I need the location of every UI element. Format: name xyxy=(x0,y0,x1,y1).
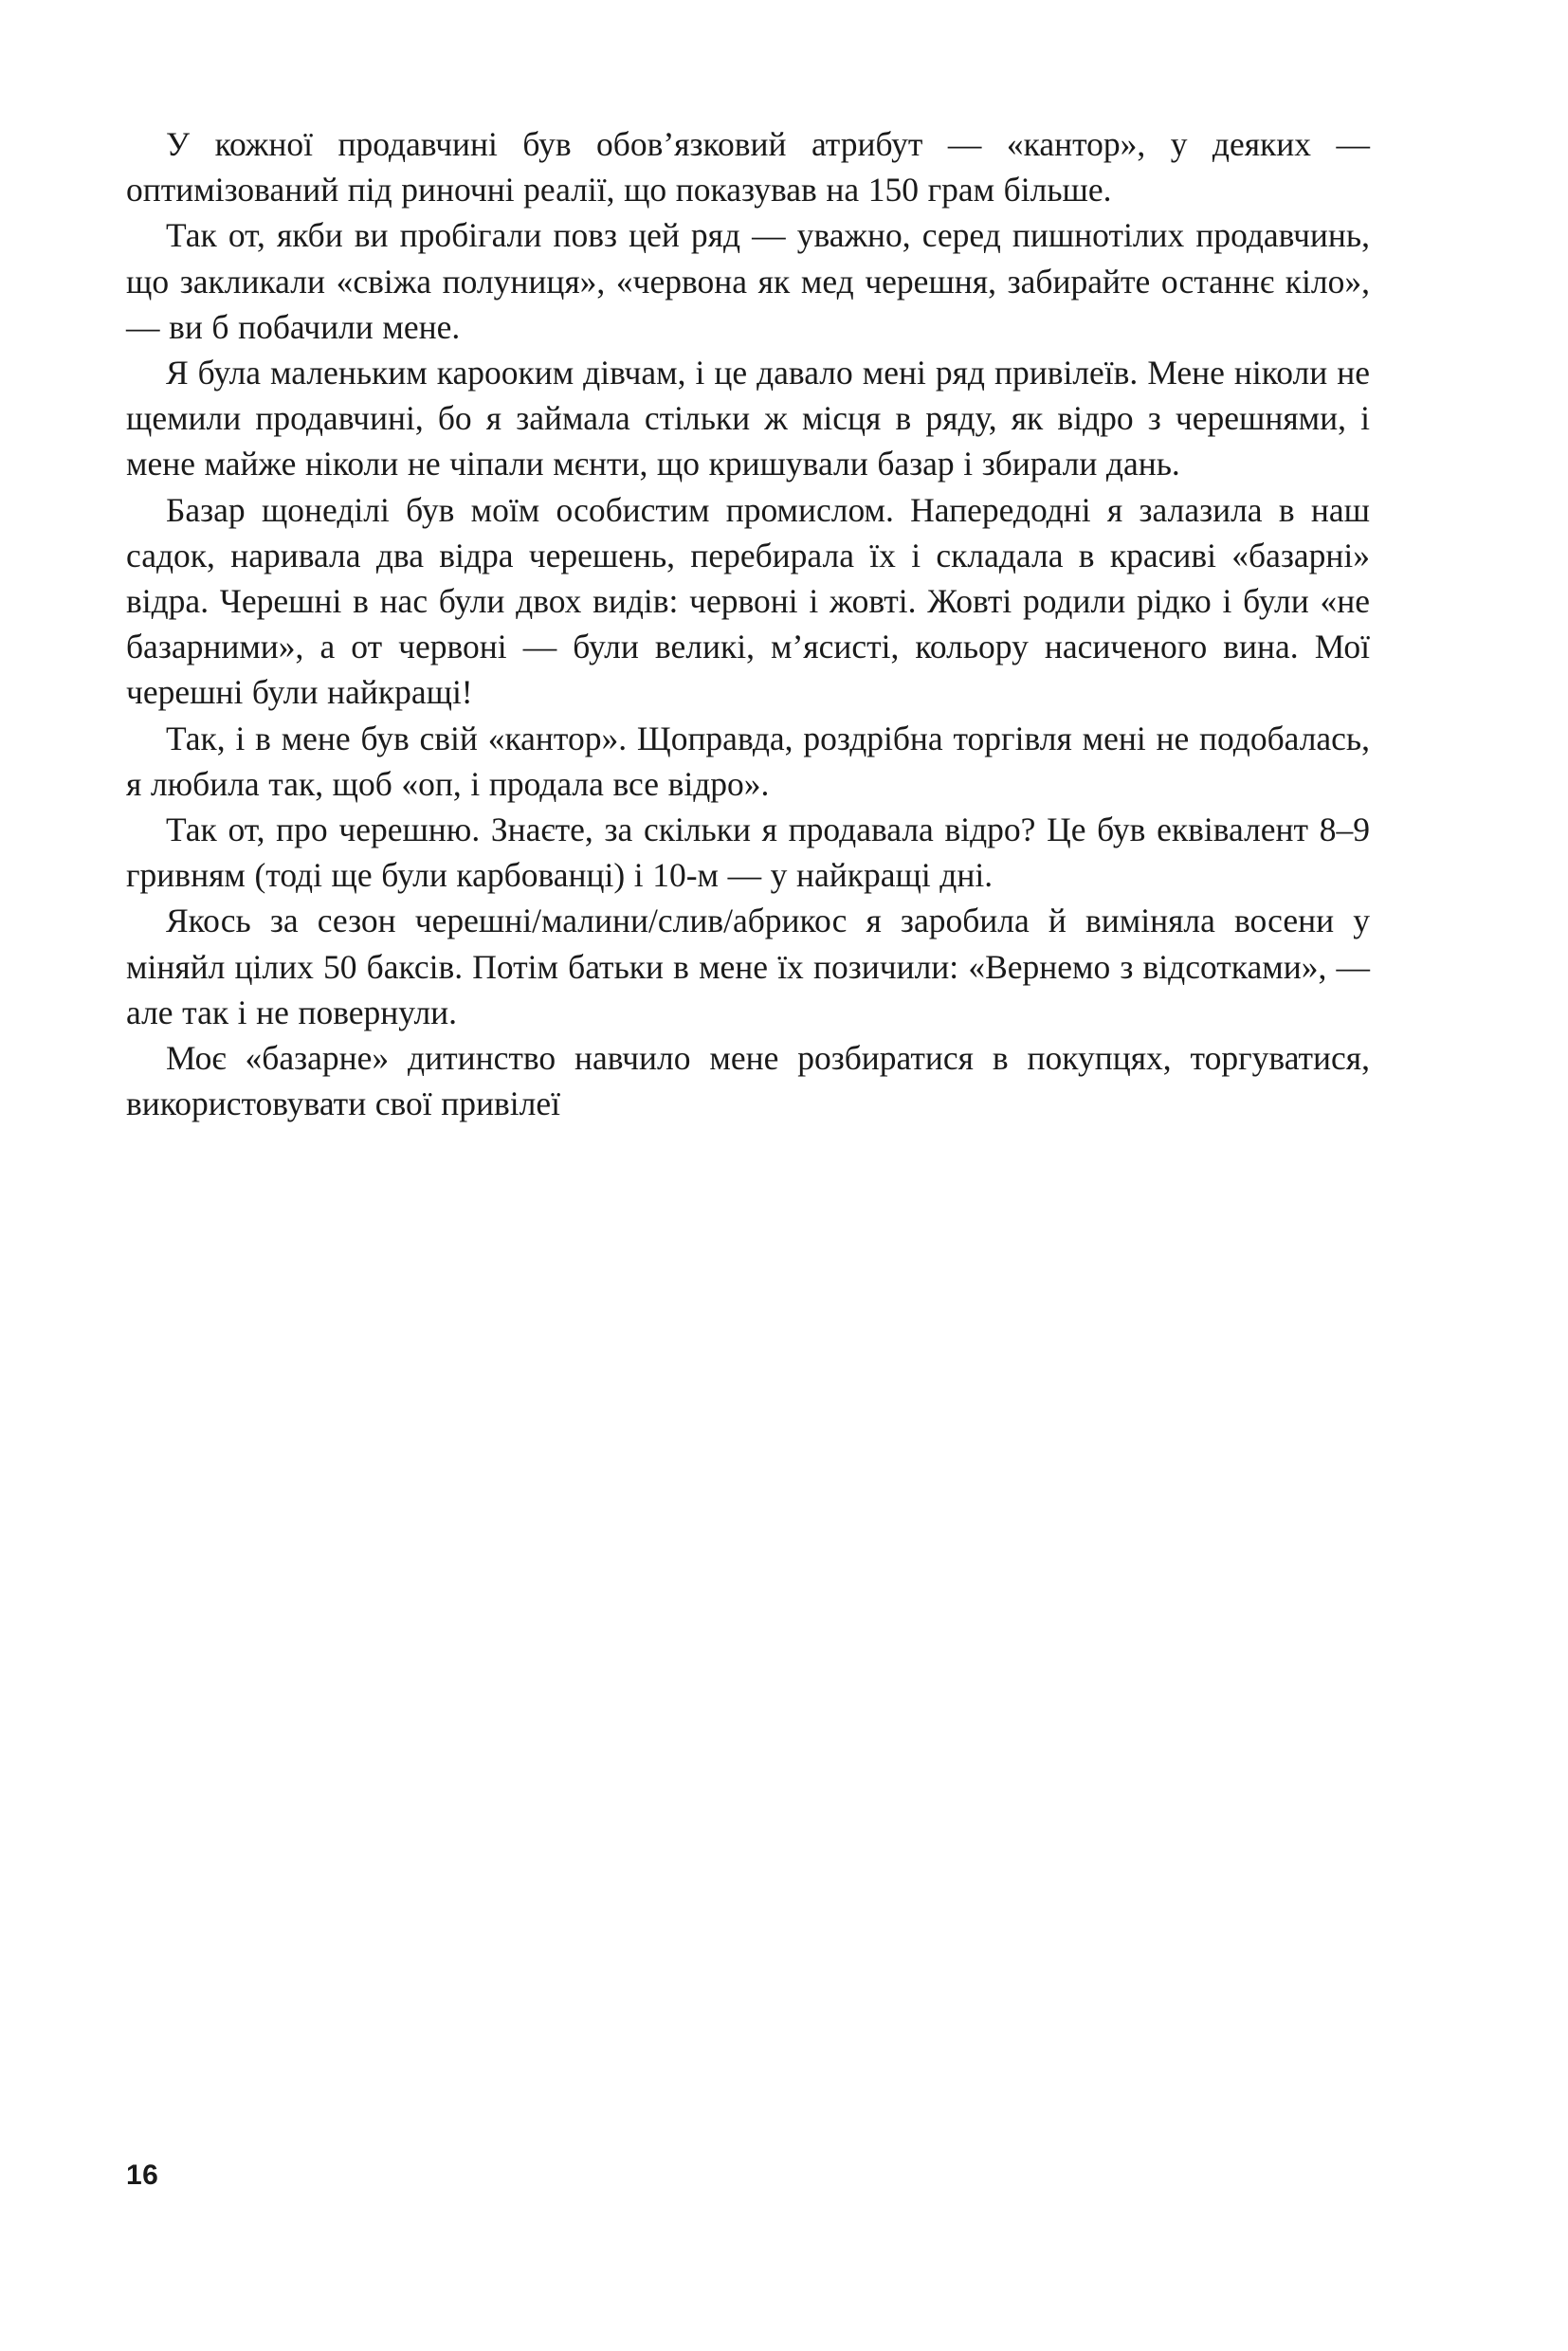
body-text-block xyxy=(126,121,1370,1126)
paragraph: Моє «базарне» дитинство навчило мене розбиратися в покупцях, торгуватися, використовувати свої привілеї xyxy=(126,1039,1370,1123)
paragraph: Якось за сезон черешні/малини/слив/абрикос я заробила й виміняла восени у міняйл цілих 50 баксів. Потім батьки в мене їх позичили: «Вернемо з відсотками», — але так і не повернули. xyxy=(126,902,1370,1031)
paragraph: Так от, про черешню. Знаєте, за скільки я продавала відро? Це був еквівалент 8–9 гривням (тоді ще були карбованці) і 10-м — у найкращі дні. xyxy=(126,811,1370,895)
paragraph: Так, і в мене був свій «кантор». Щоправда, роздрібна торгівля мені не подобалась, я любила так, щоб «оп, і продала все відро». xyxy=(126,719,1370,803)
paragraph: Я була маленьким карооким дівчам, і це давало мені ряд привілеїв. Мене ніколи не щемили продавчині, бо я займала стільки ж місця в ряду, як відро з черешнями, і мене майже ніколи не чіпали мєнти, що кришували базар і збирали дань. xyxy=(126,354,1370,483)
paragraph: Так от, якби ви пробігали повз цей ряд — уважно, серед пишнотілих продавчинь, що закликали «свіжа полуниця», «червона як мед черешня, забирайте останнє кіло», — ви б побачили мене. xyxy=(126,216,1370,346)
paragraph: Базар щонеділі був моїм особистим промислом. Напередодні я залазила в наш садок, наривала два відра черешень, перебирала їх і складала в красиві «базарні» відра. Черешні в нас були двох видів: червоні і жовті. Жовті родили рідко і були «не базарними», а от червоні — були великі, м’ясисті, кольору насиченого вина. Мої черешні були найкращі! xyxy=(126,490,1370,712)
page-number: 16 xyxy=(126,2160,159,2191)
paragraph: У кожної продавчині був обов’язковий атрибут — «кантор», у деяких — оптимізований під риночні реалії, що показував на 150 грам більше. xyxy=(126,125,1370,210)
